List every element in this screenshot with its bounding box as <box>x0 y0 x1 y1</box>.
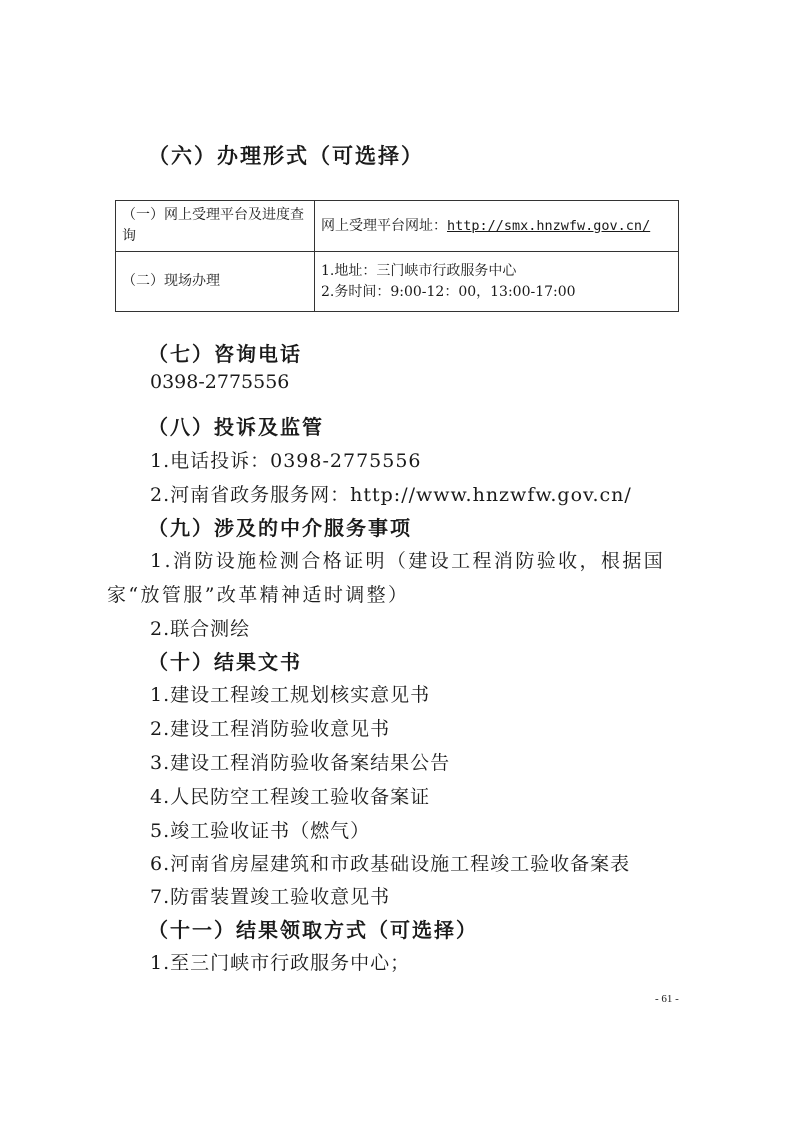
onsite-label: （二）现场办理 <box>116 252 315 312</box>
section-eight-heading: （八）投诉及监管 <box>148 415 324 439</box>
result-doc-item: 3.建设工程消防验收备案结果公告 <box>150 752 451 774</box>
online-platform-link[interactable]: http://smx.hnzwfw.gov.cn/ <box>447 217 651 234</box>
online-platform-label: （一）网上受理平台及进度查询 <box>116 201 315 252</box>
complaint-phone: 1.电话投诉：0398-2775556 <box>150 450 422 472</box>
intermediary-item-1-line1: 1.消防设施检测合格证明（建设工程消防验收，根据国 <box>150 550 666 572</box>
section-seven-heading: （七）咨询电话 <box>148 342 302 366</box>
page-number: - 61 - <box>655 993 679 1005</box>
result-doc-item: 6.河南省房屋建筑和市政基础设施工程竣工验收备案表 <box>150 853 631 875</box>
section-nine-heading: （九）涉及的中介服务事项 <box>148 516 412 540</box>
pickup-method-item: 1.至三门峡市行政服务中心； <box>150 952 411 974</box>
table-row <box>116 201 679 252</box>
table-row <box>116 252 679 312</box>
intermediary-item-1-line2: 家“放管服”改革精神适时调整） <box>107 584 410 606</box>
complaint-website: 2.河南省政务服务网：http://www.hnzwfw.gov.cn/ <box>150 484 632 506</box>
intermediary-item-2: 2.联合测绘 <box>150 618 251 640</box>
result-doc-item: 7.防雷装置竣工验收意见书 <box>150 886 391 908</box>
online-platform-value <box>315 201 679 252</box>
result-doc-item: 5.竣工验收证书（燃气） <box>150 820 371 842</box>
result-doc-item: 2.建设工程消防验收意见书 <box>150 718 391 740</box>
result-doc-item: 1.建设工程竣工规划核实意见书 <box>150 684 431 706</box>
section-ten-heading: （十）结果文书 <box>148 650 302 674</box>
onsite-value <box>315 252 679 312</box>
onsite-address: 1.地址：三门峡市行政服务中心 <box>321 262 517 279</box>
consult-phone: 0398-2775556 <box>150 371 290 393</box>
result-doc-item: 4.人民防空工程竣工验收备案证 <box>150 786 431 808</box>
handling-methods-table <box>115 200 679 312</box>
section-eleven-heading: （十一）结果领取方式（可选择） <box>148 918 478 942</box>
section-six-heading: （六）办理形式（可选择） <box>148 143 424 168</box>
online-platform-prefix: 网上受理平台网址： <box>321 217 447 234</box>
onsite-hours: 2.务时间：9:00-12：00，13:00-17:00 <box>321 283 576 300</box>
